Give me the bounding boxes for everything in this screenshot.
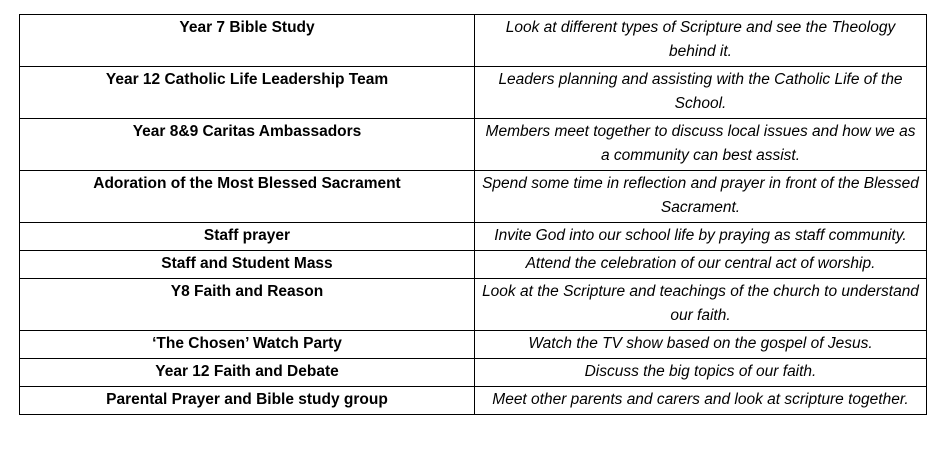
activities-table xyxy=(19,14,927,415)
activity-description: Watch the TV show based on the gospel of Jesus. xyxy=(475,331,927,359)
activity-name: Y8 Faith and Reason xyxy=(20,279,475,331)
activity-name: Year 7 Bible Study xyxy=(20,15,475,67)
activity-name: Year 12 Faith and Debate xyxy=(20,359,475,387)
activity-description: Meet other parents and carers and look at scripture together. xyxy=(475,387,927,415)
activity-name: Adoration of the Most Blessed Sacrament xyxy=(20,171,475,223)
activity-name: ‘The Chosen’ Watch Party xyxy=(20,331,475,359)
table-row xyxy=(20,331,927,359)
activity-description: Look at different types of Scripture and see the Theology behind it. xyxy=(475,15,927,67)
activity-name: Year 12 Catholic Life Leadership Team xyxy=(20,67,475,119)
table-row xyxy=(20,251,927,279)
table-row xyxy=(20,15,927,67)
table-row xyxy=(20,119,927,171)
activity-description: Members meet together to discuss local issues and how we as a community can best assist. xyxy=(475,119,927,171)
activity-name: Staff prayer xyxy=(20,223,475,251)
table-row xyxy=(20,171,927,223)
activity-name: Year 8&9 Caritas Ambassadors xyxy=(20,119,475,171)
table-row xyxy=(20,223,927,251)
table-row xyxy=(20,279,927,331)
activity-description: Discuss the big topics of our faith. xyxy=(475,359,927,387)
activity-description: Leaders planning and assisting with the Catholic Life of the School. xyxy=(475,67,927,119)
table-row xyxy=(20,67,927,119)
table-row xyxy=(20,359,927,387)
activity-description: Spend some time in reflection and prayer in front of the Blessed Sacrament. xyxy=(475,171,927,223)
activity-description: Look at the Scripture and teachings of the church to understand our faith. xyxy=(475,279,927,331)
activity-description: Invite God into our school life by praying as staff community. xyxy=(475,223,927,251)
activity-name: Staff and Student Mass xyxy=(20,251,475,279)
activity-description: Attend the celebration of our central act of worship. xyxy=(475,251,927,279)
activities-table-container xyxy=(19,14,926,415)
table-row xyxy=(20,387,927,415)
activity-name: Parental Prayer and Bible study group xyxy=(20,387,475,415)
